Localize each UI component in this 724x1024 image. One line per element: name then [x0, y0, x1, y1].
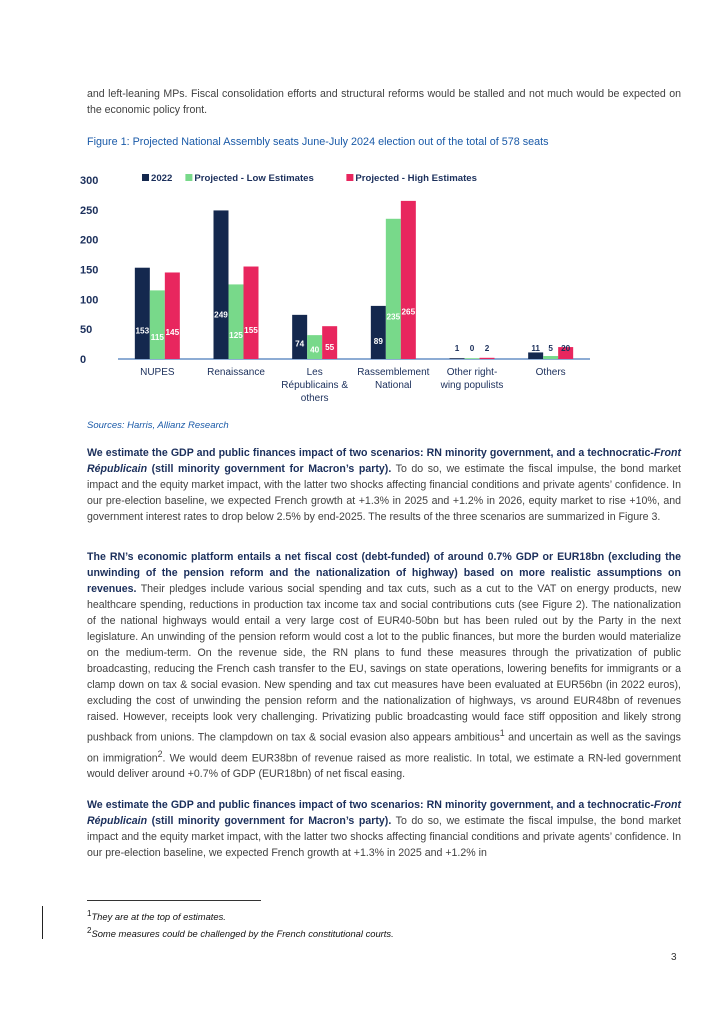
bar-5-1 [543, 356, 558, 359]
bar-label-1-2: 155 [244, 326, 258, 336]
bar-label-3-2: 265 [401, 307, 416, 317]
bar-label-3-1: 235 [386, 312, 401, 322]
y-tick-label-0: 0 [80, 354, 87, 366]
bar-label-4-2: 2 [484, 344, 490, 353]
bar-4-2 [480, 358, 495, 359]
x-tick-label-5-0: Others [535, 367, 566, 378]
bar-label-0-2: 145 [165, 327, 180, 337]
para2-text2: and uncertain as well as the savings on immigration [87, 731, 681, 765]
para1-bold: We estimate the GDP and public finances impact of two scenarios: RN minority government, and a technocratic- [87, 447, 654, 459]
legend-swatch-0 [142, 174, 149, 181]
bar-label-1-0: 249 [214, 310, 228, 320]
bar-label-5-1: 5 [548, 344, 553, 353]
seats-bar-chart [80, 165, 600, 415]
bar-2-0 [292, 315, 307, 359]
bar-label-0-0: 153 [135, 326, 150, 336]
x-tick-label-0-0: NUPES [140, 367, 175, 378]
bar-label-5-0: 11 [531, 344, 540, 353]
bar-label-3-0: 89 [373, 337, 383, 347]
bar-1-1 [229, 284, 244, 359]
x-tick-label-1-0: Renaissance [207, 367, 265, 378]
legend-label-0: 2022 [151, 173, 173, 184]
x-tick-label-2-2: others [300, 393, 329, 404]
y-tick-label-2: 100 [80, 294, 99, 307]
bar-label-0-1: 115 [150, 332, 164, 342]
para1-bold-end: (still minority government for Macron’s party). [147, 463, 392, 475]
bar-label-5-2: 20 [561, 344, 571, 353]
y-tick-label-4: 200 [80, 234, 99, 247]
paragraph-rn-platform [87, 549, 681, 782]
x-tick-label-4-1: wing populists [440, 380, 504, 391]
para1-text: To do so, we estimate the fiscal impulse, the bond market impact and the equity market impact, with the latter two shocks affecting financial conditions and private agents’ confidence. In our pre-election baseline, we expected French growth at +1.3% in 2025 and +1.2% in 2026, equity market to rise +10%, and government interest rates to drop below 2.5% by end-2025. The results of the three scenarios are summarized in Figure 3. [87, 463, 681, 523]
paragraph-scenarios-repeat [87, 797, 681, 861]
footnote-divider [87, 900, 261, 901]
bar-label-4-0: 1 [454, 344, 460, 353]
bar-4-0 [450, 358, 465, 359]
para3-text: To do so, we estimate the fiscal impulse, the bond market impact and the equity market impact, with the latter two shocks affecting financial conditions and private agents’ confidence. In our pre-election baseline, we expected French growth at +1.3% in 2025 and +1.2% in [87, 815, 681, 859]
x-tick-label-3-0: Rassemblement [357, 367, 430, 378]
para2-text1: Their pledges include various social spending and tax cuts, such as a cut to the VAT on energy products, new healthcare spending, reductions in production tax income tax and social contributions cuts (see Figure 2). The nationalization of the national highways would entail a very large cost of EUR40-50bn but has been ruled out by the Party in the next legislature. An unwinding of the pension reform would cost a lot to the public finances, but more the burden would materialize on the medium-term. On the revenue side, the RN plans to fund these measures through the privatization of public broadcasting, reducing the French cash transfer to the EU, savings on state operations, lowering benefits for immigrants or a clamp down on tax & social evasion. New spending and tax cut measures have been evaluated at EUR56bn (in 2022 euros), excluding the cost of unwinding the pension reform and the nationalization of highways, vs around EUR48bn of revenues raised. However, receipts look very challenging. Privatizing public broadcasting would face stiff opposition and likely strong pushback from unions. The clampdown on tax & social evasion also appears ambitious [87, 583, 681, 744]
footnote-ref-2[interactable]: 2 [157, 748, 163, 759]
para3-bold-end: (still minority government for Macron’s party). [147, 815, 392, 827]
bar-label-2-0: 74 [295, 339, 305, 349]
y-tick-label-1: 50 [80, 324, 93, 337]
figure-title: Figure 1: Projected National Assembly seats June-July 2024 election out of the total of 578 seats [87, 136, 549, 148]
intro-paragraph: and left-leaning MPs. Fiscal consolidation efforts and structural reforms would be stalled and not much would be expected on the economic policy front. [87, 88, 681, 116]
footnote-1: $^1$They are at the top of estimates. [87, 909, 226, 923]
paragraph-scenarios [87, 445, 681, 525]
legend-label-2: Projected - High Estimates [355, 173, 477, 184]
x-tick-label-2-0: Les [306, 367, 323, 378]
legend-swatch-1 [185, 174, 192, 181]
bar-label-2-1: 40 [310, 345, 320, 355]
bar-0-0 [135, 268, 150, 359]
y-tick-label-5: 250 [80, 204, 99, 217]
para2-bold: The RN’s economic platform entails a net fiscal cost (debt-funded) of around 0.7% GDP or EUR18bn (excluding the unwinding of the pension reform and the nationalization of highway) based on more realistic assumptions on revenues. [87, 551, 681, 595]
legend-swatch-2 [346, 174, 353, 181]
bar-label-2-2: 55 [325, 342, 335, 352]
bar-5-0 [528, 352, 543, 359]
x-tick-label-2-1: Républicains & [281, 380, 349, 391]
bar-0-1 [150, 290, 165, 359]
para1-bold-italic: Front Républicain [87, 447, 681, 475]
bar-1-0 [214, 210, 229, 359]
para3-bold: We estimate the GDP and public finances impact of two scenarios: RN minority government, and a technocratic- [87, 799, 654, 811]
bar-label-4-1: 0 [469, 344, 475, 353]
legend-label-1: Projected - Low Estimates [194, 173, 314, 184]
x-tick-label-4-0: Other right- [446, 367, 498, 378]
y-tick-label-3: 150 [80, 264, 99, 277]
page-number: 3 [671, 952, 677, 963]
x-tick-label-3-1: National [374, 380, 412, 391]
para3-bold-italic: Front Républicain [87, 799, 681, 827]
bar-0-2 [165, 272, 180, 359]
footnote-ref-1[interactable]: 1 [499, 728, 505, 738]
bar-label-1-1: 125 [229, 331, 243, 341]
bar-1-2 [244, 267, 259, 359]
bar-3-1 [386, 219, 401, 359]
bar-3-0 [371, 306, 386, 359]
para2-text3: . We would deem EUR38bn of revenue raised as more realistic. In total, we estimate a RN-led government would deliver around +0.7% of GDP (EUR18bn) of net fiscal easing. [87, 752, 682, 781]
y-tick-label-6: 300 [80, 175, 99, 187]
chart-sources: Sources: Harris, Allianz Research [87, 420, 229, 431]
footnote-2: $^2$Some measures could be challenged by the French constitutional courts. [87, 926, 394, 940]
bar-3-2 [401, 201, 416, 359]
bar-4-1 [465, 358, 480, 359]
margin-bar [42, 906, 43, 939]
